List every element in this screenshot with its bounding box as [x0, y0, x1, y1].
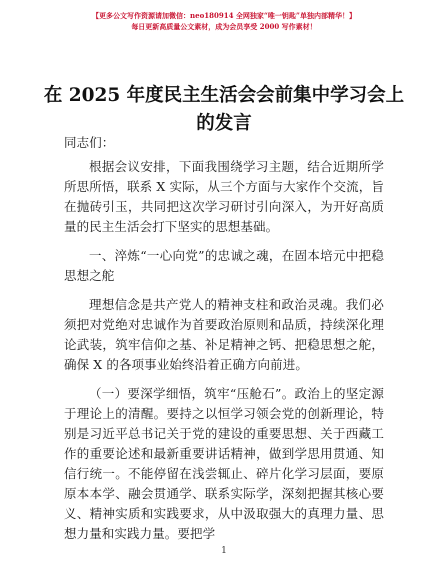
- paragraph-intro: 根据会议安排，下面我围绕学习主题，结合近期所学所思所悟，联系 X 实际，从三个方面与大家作个交流，旨在抛砖引玉，共同把这次学习研讨引向深入，为开好高质量的民主生活会打下坚实的思想基础。: [64, 159, 384, 234]
- document-title: 在 2025 年度民主生活会会前集中学习会上的发言: [43, 85, 405, 134]
- salutation: 同志们：: [64, 135, 115, 150]
- document-body: [64, 133, 384, 553]
- paragraph-section-1: 理想信念是共产党人的精神支柱和政治灵魂。我们必须把对党绝对忠诚作为首要政治原则和品质，持续深化理论武装，筑牢信仰之基、补足精神之钙、把稳思想之舵，确保 X 的各项事业始终沿着正确方向前进。: [64, 297, 384, 372]
- section-heading-1: 一、淬炼“一心向党”的忠诚之魂，在固本培元中把稳思想之舵: [64, 248, 384, 283]
- promo-banner-line-1: 【更多公文写作资源请加微信：neo180914 全网独家“唯一钥匙”单独内部精华！】: [92, 11, 356, 20]
- promo-banner: [0, 10, 448, 32]
- page-number: 1: [221, 546, 227, 556]
- paragraph-subsection-1: （一）要深学细悟，筑牢“压舱石”。政治上的坚定源于理论上的清醒。要持之以恒学习领会党的创新理论，特别是习近平总书记关于党的建设的重要思想、关于西藏工作的重要论述和最新重要讲话精神，做到学思用贯通、知信行统一。不能停留在浅尝辄止、碎片化学习层面，要原原本本学、融会贯通学、联系实际学，深刻把握其核心要义、精神实质和实践要求，从中汲取强大的真理力量、思想力量和实践力量。要把学: [64, 386, 384, 541]
- promo-banner-line-2: 每日更新高质量公文素材，成为会员享受 2000 写作素材！: [131, 22, 317, 31]
